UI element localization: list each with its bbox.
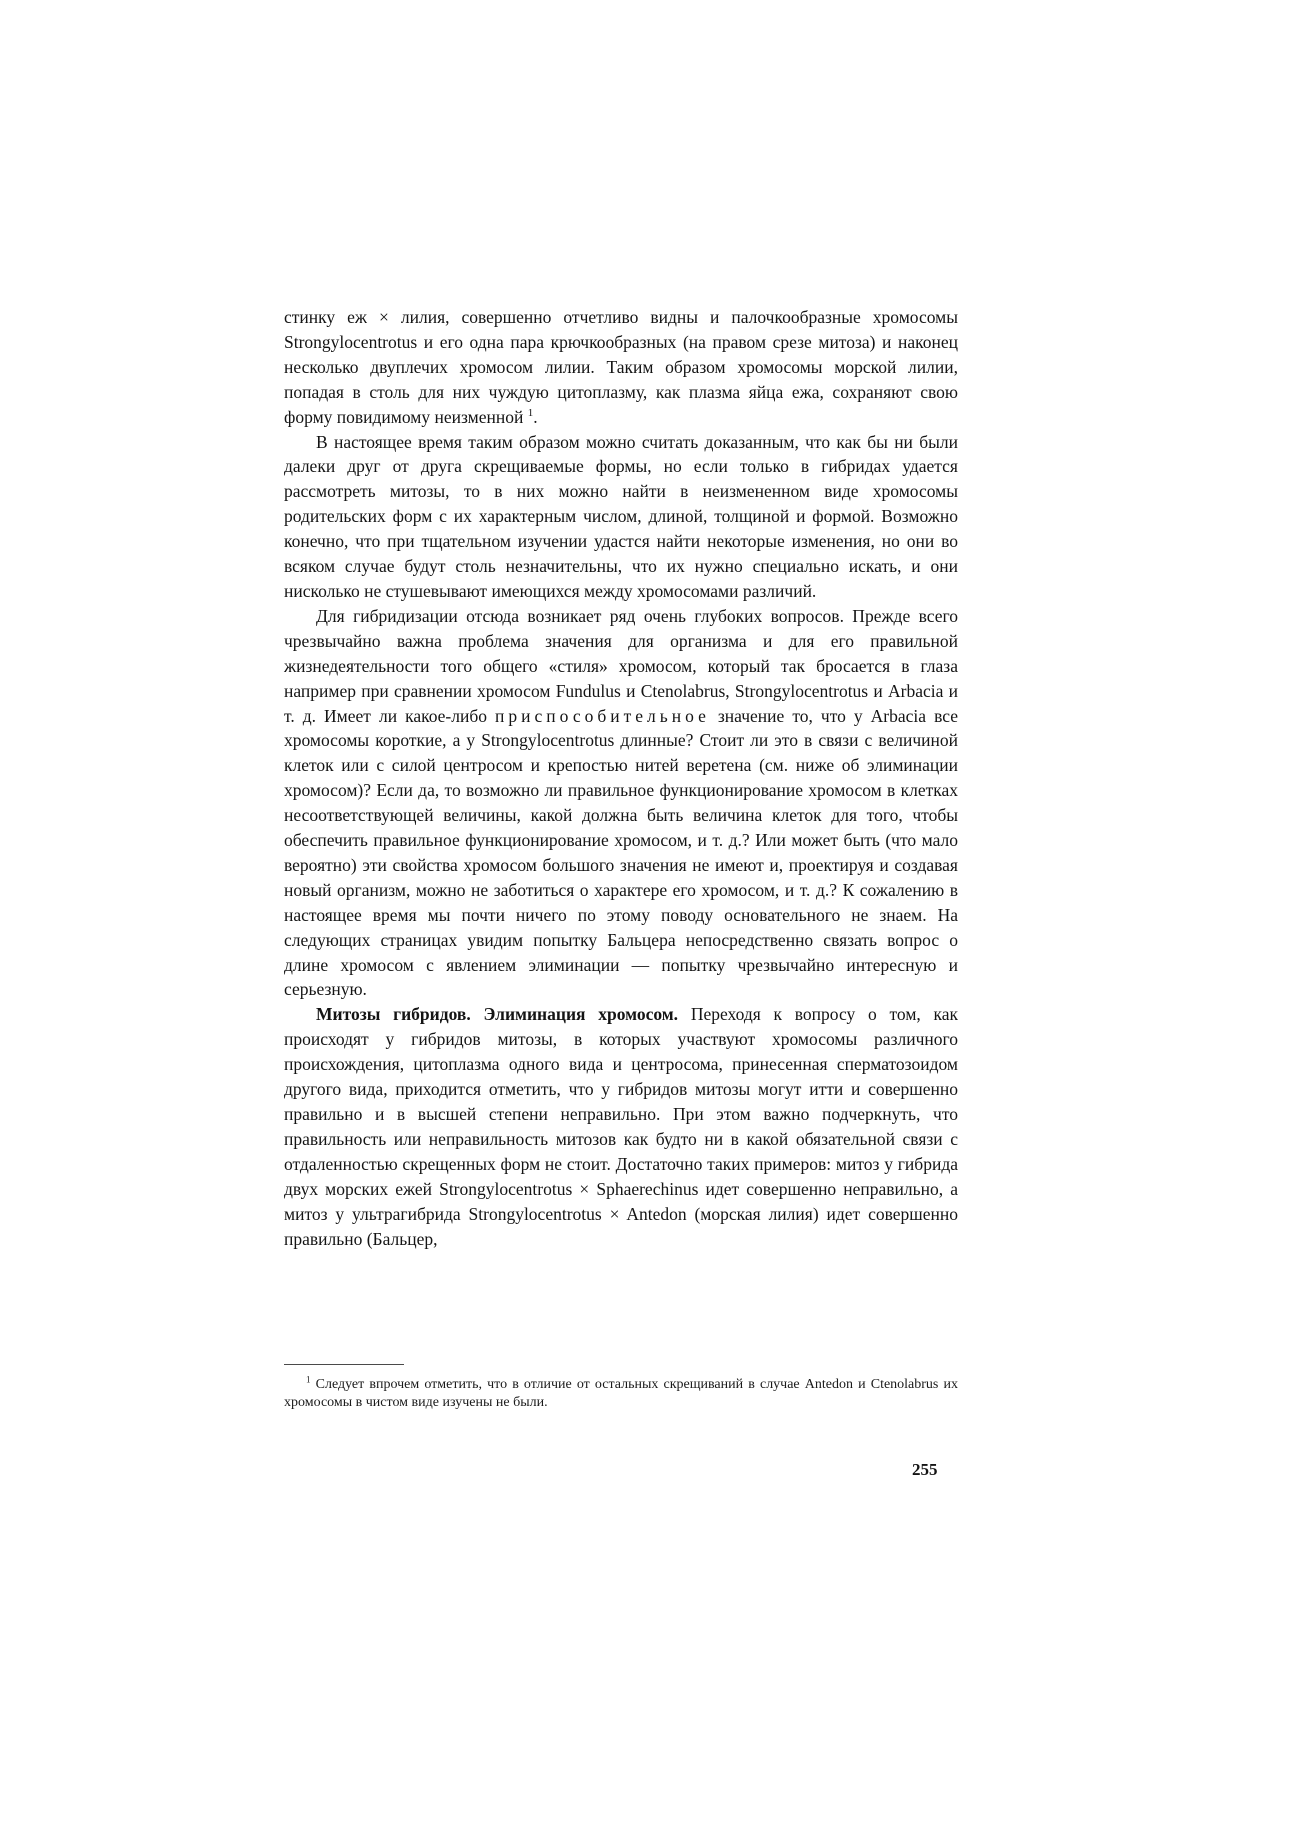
footnote-reference: 1 [527, 406, 534, 419]
paragraph-1-text: стинку еж × лилия, совершенно отчетливо видны и палочкообразные хромосомы Strongylocentrotus и его одна пара крючкообразных (на правом срезе митоза) и наконец несколько двуплечих хромосом лилии. Таким образом хромосомы морской лилии, попадая в столь для них чуждую цитоплазму, как плазма яйца ежа, сохраняют свою форму повидимому неизменной [284, 307, 958, 427]
footnote [284, 1376, 958, 1412]
paragraph-3-part-a: Для гибридизации отсюда возникает ряд очень глубоких вопросов. Прежде всего чрезвычайно важна проблема значения для организма и для его правильной жизнедеятельности того общего «стиля» хромосом, который так бросается в глаза например при сравнении хромосом Fundulus и Ctenolabrus, Strongylocentrotus и Arbacia и т. д. Имеет ли какое-либо [284, 605, 958, 726]
emphasized-word: приспособительное [495, 705, 710, 726]
paragraph-3-part-b: значение то, что у Arbacia все хромосомы короткие, а у Strongylocentrotus длинные? Стоит ли это в связи с величиной клеток или с силой центросом и крепостью нитей веретена (см. ниже об элиминации хромосом)? Если да, то возможно ли правильное функционирование хромосом в клетках несоответствующей величины, какой должна быть величина клеток для того, чтобы обеспечить правильное функционирование хромосом, и т. д.? Или может быть (что мало вероятно) эти свойства хромосом большого значения не имеют и, проектируя и создавая новый организм, можно не заботиться о характере его хромосом, и т. д.? К сожалению в настоящее время мы почти ничего по этому поводу основательного не знаем. На следующих страницах увидим попытку Бальцера непосредственно связать вопрос о длине хромосом с явлением элиминации — попытку чрезвычайно интересную и серьезную. [284, 705, 958, 1000]
footnote-mark: 1 [306, 1374, 311, 1385]
paragraph-4 [284, 1002, 958, 1251]
footnote-text: Следует впрочем отметить, что в отличие от остальных скрещиваний в случае Antedon и Ctenolabrus их хромосомы в чистом виде изучены не были. [284, 1377, 958, 1410]
page-number: 255 [912, 1460, 938, 1479]
paragraph-1-end: . [533, 406, 538, 427]
paragraph-1 [284, 305, 958, 430]
main-text [284, 305, 958, 1251]
paragraph-4-text: Переходя к вопросу о том, как происходят у гибридов митозы, в которых участвуют хромосомы различного происхождения, цитоплазма одного вида и центросома, принесенная сперматозоидом другого вида, приходится отметить, что у гибридов митозы могут итти и совершенно правильно и в высшей степени неправильно. При этом важно подчеркнуть, что правильность или неправильность митозов как будто ни в какой обязательной связи с отдаленностью скрещенных форм не стоит. Достаточно таких примеров: митоз у гибрида двух морских ежей Strongylocentrotus × Sphaerechinus идет совершенно неправильно, а митоз у ультрагибрида Strongylocentrotus × Antedon (морская лилия) идет совершенно правильно (Бальцер, [284, 1004, 959, 1249]
paragraph-3 [284, 604, 958, 1003]
paragraph-2: В настоящее время таким образом можно считать доказанным, что как бы ни были далеки друг от друга скрещиваемые формы, но если только в гибридах удается рассмотреть митозы, то в них можно найти в неизмененном виде хромосомы родительских форм с их характерным числом, длиной, толщиной и формой. Возможно конечно, что при тщательном изучении удастся найти некоторые изменения, но они во всяком случае будут столь незначительны, что их нужно специально искать, и они нисколько не стушевывают имеющихся между хромосомами различий. [284, 431, 958, 601]
section-heading: Митозы гибридов. Элиминация хромосом. [316, 1004, 679, 1025]
footnote-divider [284, 1364, 404, 1365]
